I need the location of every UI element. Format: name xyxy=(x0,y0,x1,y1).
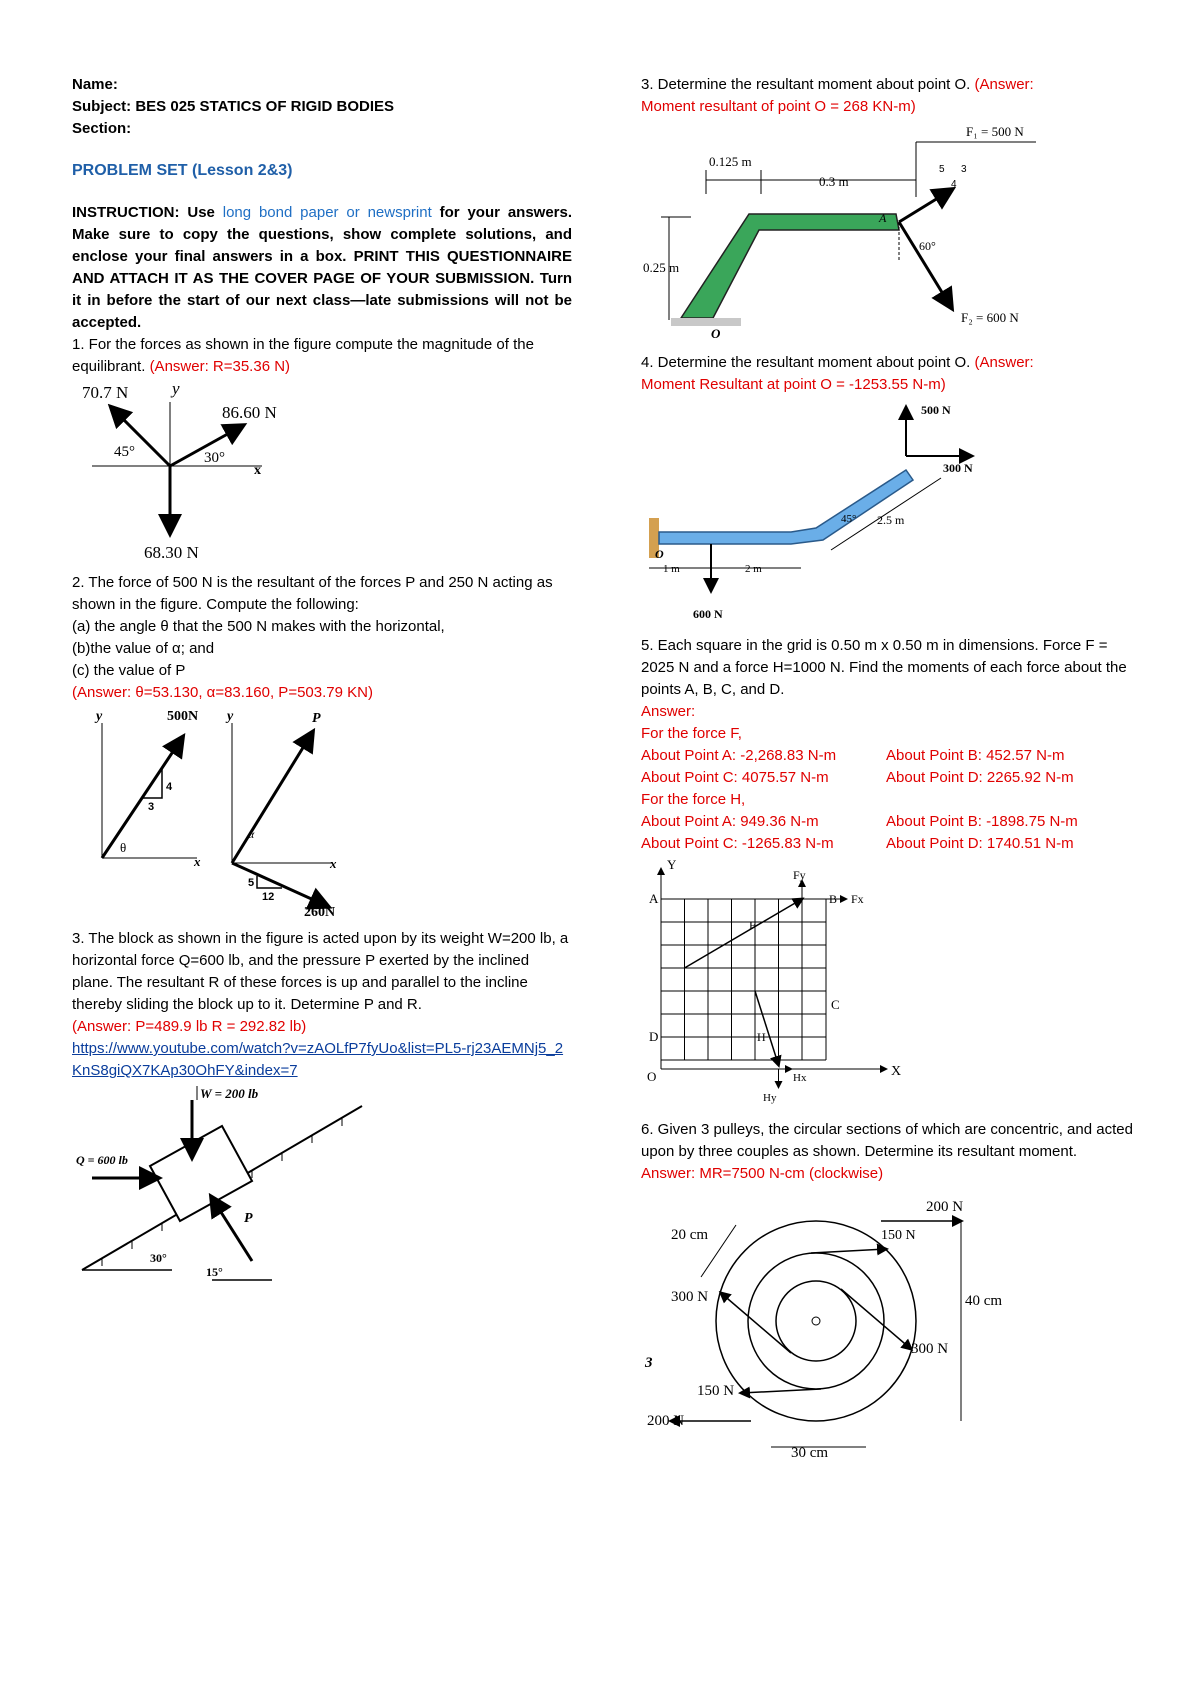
problem-3b-answer: Moment resultant of point O = 268 KN-m) xyxy=(641,98,916,115)
problem-3b-figure xyxy=(641,122,1071,342)
problem-3a-answer: (Answer: P=489.9 lb R = 292.82 lb) xyxy=(72,1018,307,1035)
fig2-3-label: 3 xyxy=(148,801,155,813)
problem-2-figure xyxy=(72,708,392,918)
force-86-label: 86.60 N xyxy=(222,403,277,422)
problem-3b-text: 3. Determine the resultant moment about point O. xyxy=(641,76,971,93)
angle-15-label: 15° xyxy=(206,1265,223,1279)
right-column xyxy=(641,74,1141,1469)
fig2-y2-label: y xyxy=(227,709,234,724)
grid-hy-label: Hy xyxy=(763,1092,777,1104)
problem-5-f-row2 xyxy=(641,767,1141,789)
fig2-theta-label: θ xyxy=(120,840,127,855)
force-p-arrow xyxy=(232,733,312,863)
force-300-label: 300 N xyxy=(943,461,973,475)
problem-6-question: 6. Given 3 pulleys, the circular sections of which are concentric, and acted upon by three couples as shown. Determine its resultant moment. xyxy=(641,1121,1133,1160)
angle-30-label: 30° xyxy=(204,450,225,466)
grid-y-label: Y xyxy=(667,859,677,872)
problem-4-answer-open: (Answer: xyxy=(974,354,1034,371)
f1-arrow xyxy=(899,190,951,222)
instruction-rest2: Turn it in before the start of our next class—late submissions will not be accepted. xyxy=(72,270,572,331)
problem-1-question xyxy=(72,334,572,378)
name-line: Name: xyxy=(72,76,118,93)
instruction-rest1: for your answers. Make sure to copy the questions, show complete solutions, and enclose your final answers in a box. xyxy=(72,204,573,265)
f-about-d: About Point D: 2265.92 N-m xyxy=(886,769,1074,786)
fig2-alpha-label: α xyxy=(248,827,255,841)
fig2-5-label: 5 xyxy=(248,877,255,889)
h-about-a: About Point A: 949.36 N-m xyxy=(641,813,819,830)
d-2m-label: 2 m xyxy=(745,563,762,575)
problem-5-question: 5. Each square in the grid is 0.50 m x 0.50 m in dimensions. Force F = 2025 N and a force H=1000 N. Find the moments of each force about the points A, B, C, and D. xyxy=(641,637,1127,698)
force-h-line xyxy=(755,991,779,1065)
problem-2-intro: 2. The force of 500 N is the resultant of the forces P and 250 N acting as shown in the figure. Compute the following: xyxy=(72,574,553,613)
fig2-x1-label: x xyxy=(194,854,201,869)
outer-pulley xyxy=(716,1221,916,1421)
grid-f-label: F xyxy=(749,918,756,932)
d-0125-label: 0.125 m xyxy=(709,154,752,169)
grid-c-label: C xyxy=(831,997,840,1012)
force-150-bottom-arrow xyxy=(741,1389,821,1393)
d-1m-label: 1 m xyxy=(663,563,680,575)
force-600-label: 600 N xyxy=(693,607,723,621)
f2-arrow xyxy=(899,222,951,307)
force-f-line xyxy=(685,899,803,968)
force-260-arrow xyxy=(232,863,327,906)
page-title: PROBLEM SET (Lesson 2&3) xyxy=(72,162,293,179)
force-200-bottom-label: 200 N xyxy=(647,1413,685,1429)
bent-member xyxy=(681,214,899,318)
point-o-label: O xyxy=(711,326,721,341)
fig2-x2-label: x xyxy=(330,856,337,871)
ratio-3-label: 3 xyxy=(961,164,967,175)
fig2-260-label: 260N xyxy=(304,905,336,918)
problem-6-answer: Answer: MR=7500 N-cm (clockwise) xyxy=(641,1165,884,1182)
instruction-label: INSTRUCTION: xyxy=(72,204,180,221)
problem-5-figure xyxy=(641,859,911,1109)
grid-b-label: B xyxy=(829,892,838,906)
force-150-top-label: 150 N xyxy=(881,1228,916,1243)
middle-pulley xyxy=(748,1253,884,1389)
f1-label: F₁ = 500 N xyxy=(966,124,1024,139)
angle-30-label: 30° xyxy=(150,1251,167,1265)
instruction-bold: PRINT THIS QUESTIONNAIRE AND ATTACH IT AS THE COVER PAGE OF YOUR SUBMISSION. xyxy=(72,248,572,287)
angle-45-label: 45° xyxy=(114,444,135,460)
fig2-y1-label: y xyxy=(96,709,103,724)
instruction-use: Use xyxy=(187,204,215,221)
d-20-label: 20 cm xyxy=(671,1227,709,1243)
figure-number-label: 3 xyxy=(645,1355,653,1371)
force-300-left-label: 300 N xyxy=(671,1289,709,1305)
fig2-12-label: 12 xyxy=(262,891,275,903)
ratio-4-label: 4 xyxy=(951,179,957,190)
grid-d-label: D xyxy=(649,1029,659,1044)
grid-fy-label: Fy xyxy=(793,868,806,882)
angle-60-label: 60° xyxy=(919,239,936,253)
grid-h-label: H xyxy=(757,1030,766,1044)
d-03-label: 0.3 m xyxy=(819,174,849,189)
f-about-b: About Point B: 452.57 N-m xyxy=(886,747,1065,764)
force-70-label: 70.7 N xyxy=(82,383,129,402)
problem-4-question xyxy=(641,352,1141,374)
force-200-top-label: 200 N xyxy=(926,1199,964,1215)
h-about-d: About Point D: 1740.51 N-m xyxy=(886,835,1074,852)
point-o-label: O xyxy=(655,547,664,561)
q-label: Q = 600 lb xyxy=(76,1153,128,1167)
left-column xyxy=(72,74,572,1296)
problem-6-figure xyxy=(641,1189,1021,1459)
problem-5-answer-label: Answer: xyxy=(641,703,696,720)
grid-fx-label: Fx xyxy=(851,892,864,906)
ground-support xyxy=(671,318,741,326)
problem-4-text: 4. Determine the resultant moment about point O. xyxy=(641,354,971,371)
w-label: W = 200 lb xyxy=(200,1086,259,1101)
instruction-paragraph xyxy=(72,202,572,334)
d-40-label: 40 cm xyxy=(965,1293,1003,1309)
h-about-c: About Point C: -1265.83 N-m xyxy=(641,835,834,852)
problem-2-part-b: (b)the value of α; and xyxy=(72,640,215,657)
force-150-top-arrow xyxy=(811,1249,886,1253)
block xyxy=(150,1126,252,1221)
x-label: x xyxy=(254,463,261,478)
y-label: y xyxy=(172,382,180,398)
inner-pulley xyxy=(776,1281,856,1361)
subject-line: Subject: BES 025 STATICS OF RIGID BODIES xyxy=(72,98,394,115)
problem-5-h-row2 xyxy=(641,833,1141,855)
h-025-label: 0.25 m xyxy=(643,260,680,275)
angle-45-label: 45° xyxy=(841,513,857,525)
force-500-label: 500 N xyxy=(921,403,951,417)
f2-label: F₂ = 600 N xyxy=(961,310,1019,325)
p-label: P xyxy=(244,1211,253,1226)
fig2-p-label: P xyxy=(312,711,321,726)
problem-5-h-row1 xyxy=(641,811,1141,833)
grid-x-label: X xyxy=(891,1064,902,1079)
d-25-label: 2.5 m xyxy=(877,513,905,527)
slope-triangle-2 xyxy=(257,876,282,888)
problem-1-answer: (Answer: R=35.36 N) xyxy=(149,358,291,375)
grid-o-label: O xyxy=(647,1069,657,1084)
grid-hx-label: Hx xyxy=(793,1072,807,1084)
problem-2-part-c: (c) the value of P xyxy=(72,662,186,679)
fig2-4-label: 4 xyxy=(166,781,173,793)
problem-1-figure xyxy=(72,382,312,562)
f-about-a: About Point A: -2,268.83 N-m xyxy=(641,747,837,764)
grid xyxy=(661,899,826,1060)
problem-3a-question: 3. The block as shown in the figure is acted upon by its weight W=200 lb, a horizontal force Q=600 lb, and the pressure P exerted by the inclined plane. The resultant R of these forces is up and parallel to the incline thereby sliding the block up to it. Determine P and R. xyxy=(72,930,569,1013)
youtube-link[interactable]: https://www.youtube.com/watch?v=zAOLfP7fyUo&list=PL5-rj23AEMNj5_2KnS8giQX7KAp30OhFY&index=7 xyxy=(72,1040,564,1079)
problem-5-f-row1 xyxy=(641,745,1141,767)
force-150-bottom-label: 150 N xyxy=(697,1383,735,1399)
problem-5-force-h: For the force H, xyxy=(641,791,746,808)
problem-1-text: 1. For the forces as shown in the figure compute the magnitude of the equilibrant. xyxy=(72,336,534,375)
point-a-label: A xyxy=(879,211,887,225)
center-hub xyxy=(812,1317,820,1325)
force-300-right-label: 300 N xyxy=(911,1341,949,1357)
problem-5-force-f: For the force F, xyxy=(641,725,742,742)
problem-4-figure xyxy=(641,400,1071,625)
section-line: Section: xyxy=(72,120,132,137)
p-arrow xyxy=(212,1198,252,1261)
grid-a-label: A xyxy=(649,891,659,906)
f-about-c: About Point C: 4075.57 N-m xyxy=(641,769,829,786)
pipe xyxy=(659,470,913,544)
d-30-label: 30 cm xyxy=(791,1445,829,1459)
instruction-paper: long bond paper or newsprint xyxy=(222,204,432,221)
force-68-label: 68.30 N xyxy=(144,543,199,562)
problem-2-answer: (Answer: θ=53.130, α=83.160, P=503.79 KN) xyxy=(72,684,373,701)
problem-2-part-a: (a) the angle θ that the 500 N makes with the horizontal, xyxy=(72,618,445,635)
fig2-500-label: 500N xyxy=(167,709,199,724)
h-about-b: About Point B: -1898.75 N-m xyxy=(886,813,1078,830)
problem-3b-question xyxy=(641,74,1141,96)
problem-3b-answer-open: (Answer: xyxy=(974,76,1034,93)
problem-3a-figure xyxy=(72,1086,372,1286)
problem-4-answer: Moment Resultant at point O = -1253.55 N-m) xyxy=(641,376,946,393)
ratio-5-label: 5 xyxy=(939,164,945,175)
